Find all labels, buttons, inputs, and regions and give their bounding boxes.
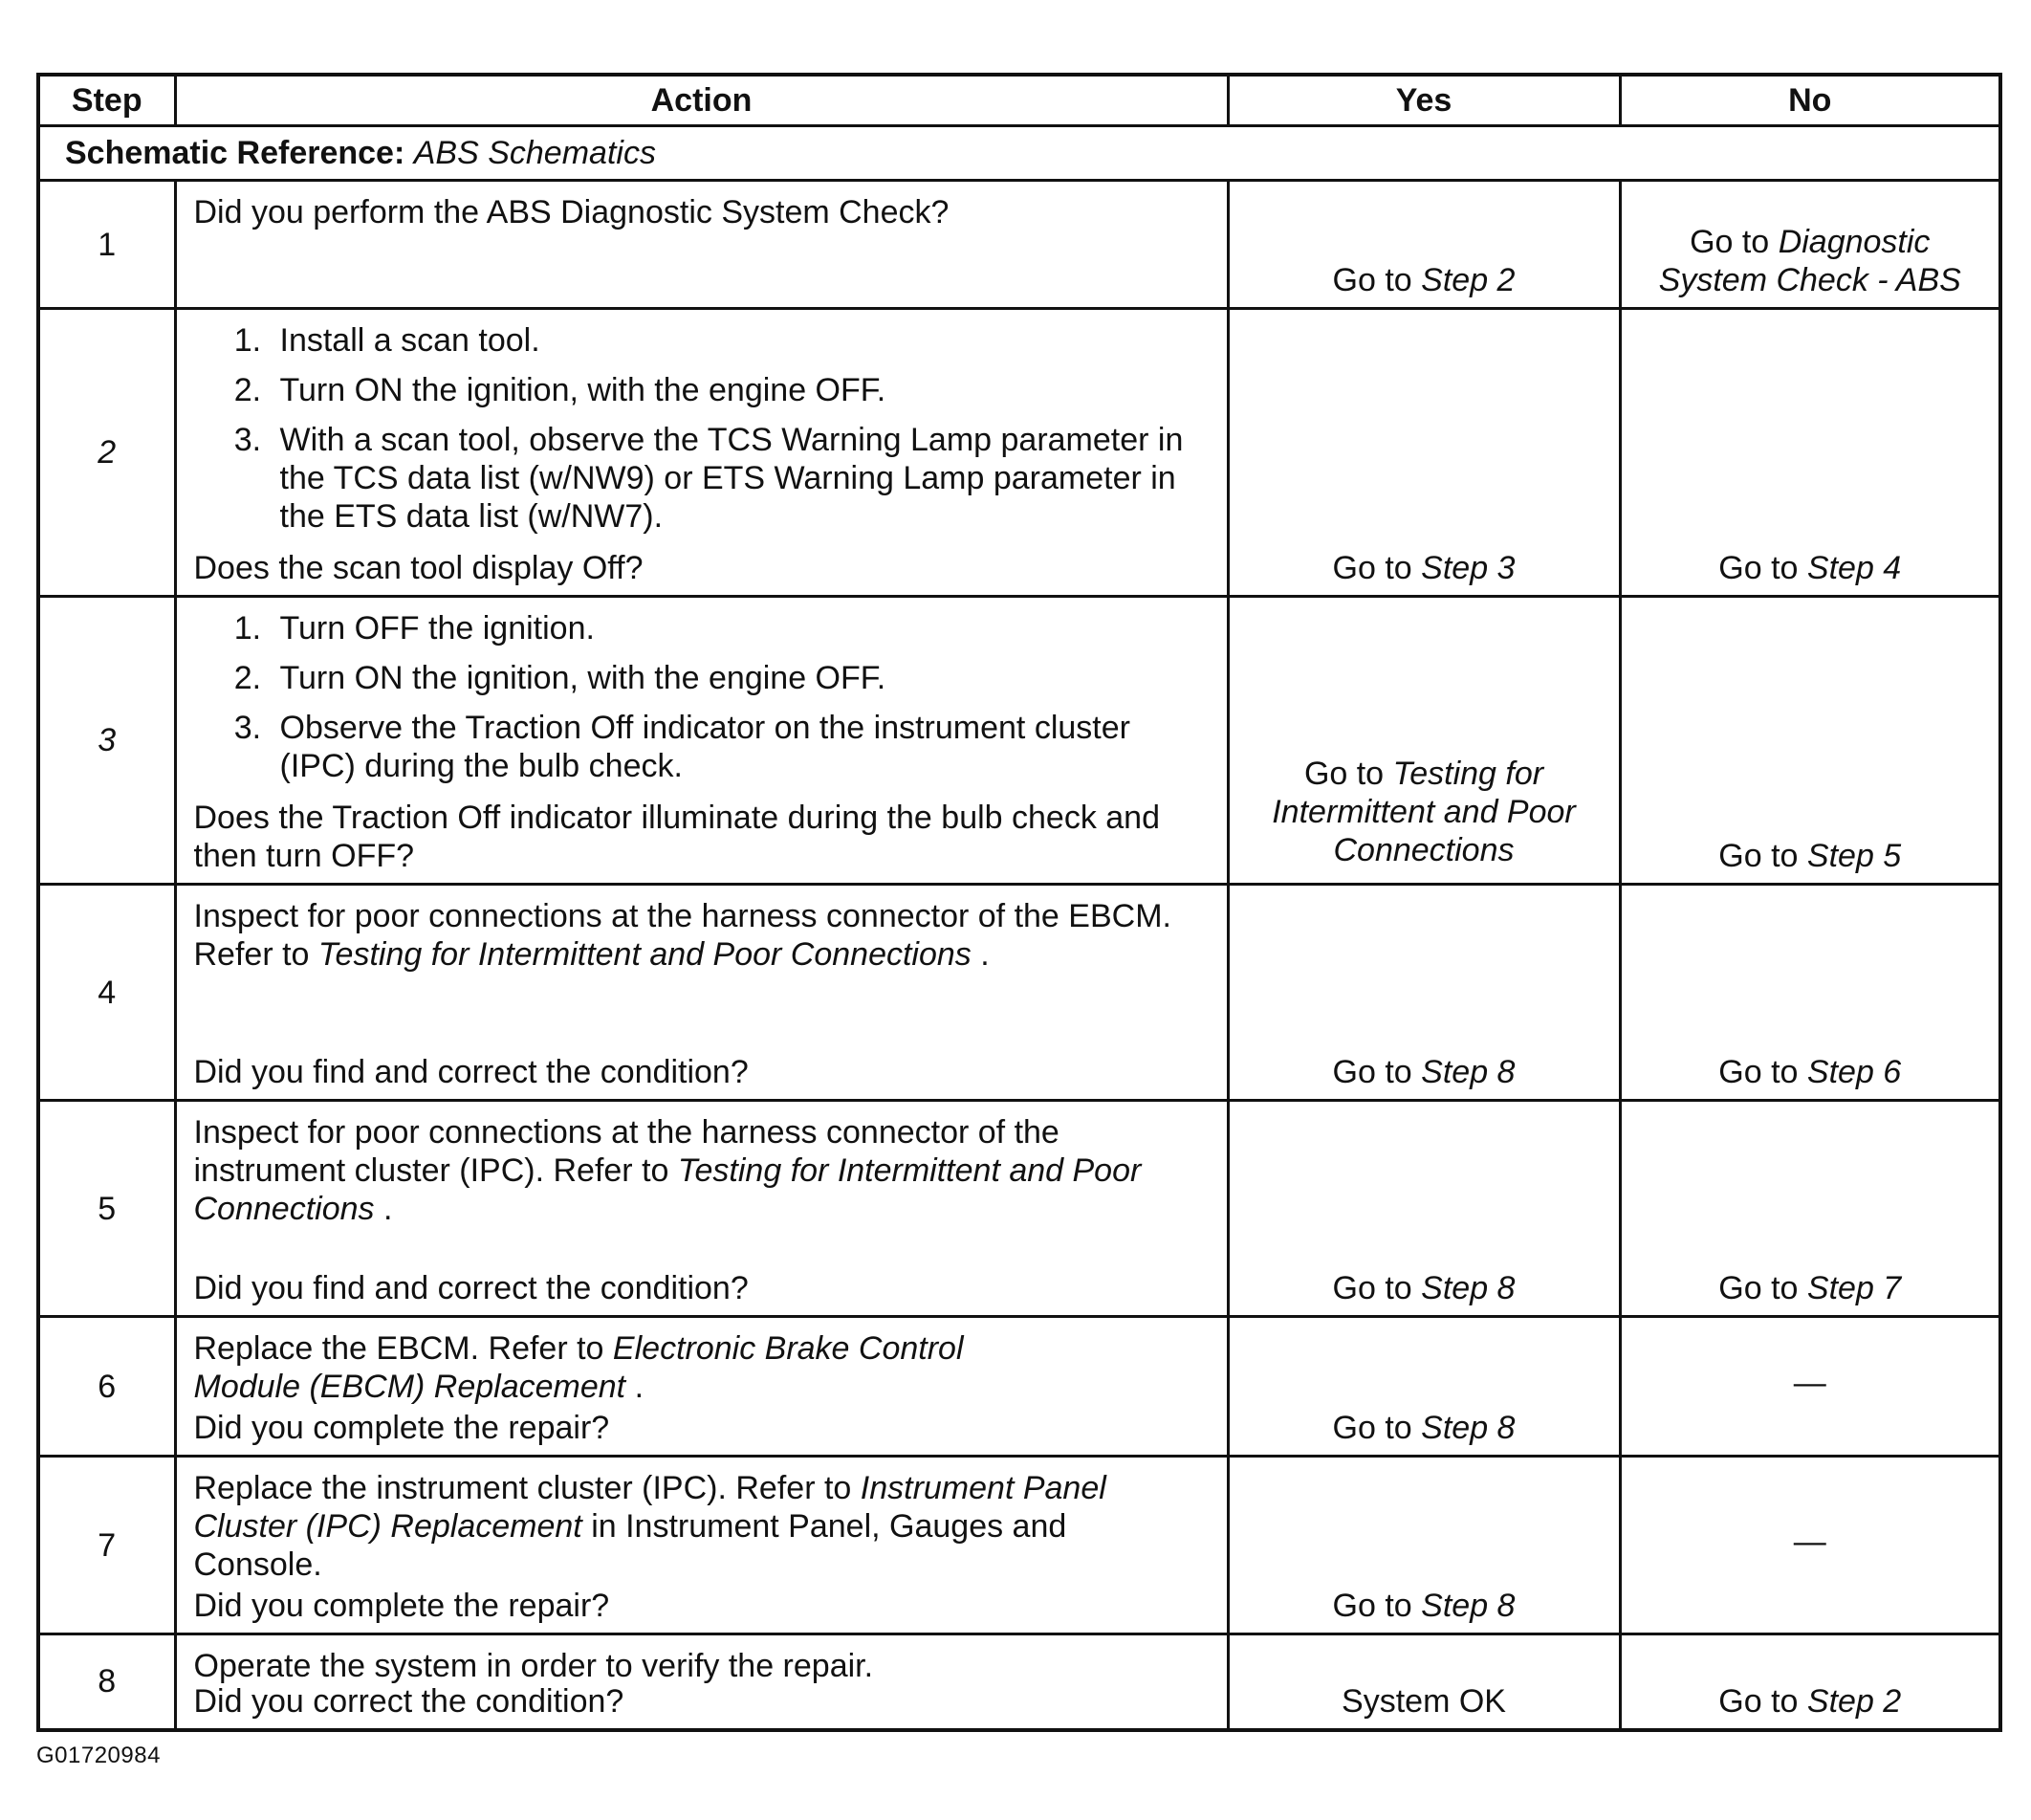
step-number: 1 xyxy=(38,181,175,309)
instruction-plain: Inspect for poor connections at the harness connector of the EBCM. Refer to xyxy=(193,898,1171,973)
question-text: Did you find and correct the condition? xyxy=(193,1270,749,1306)
instruction-text xyxy=(194,1469,1213,1584)
action-cell xyxy=(175,309,1228,597)
step-number: 2 xyxy=(38,309,175,597)
instruction-after: in Instrument Panel, Gauges and Console. xyxy=(193,1508,1067,1583)
yes-prefix: Go to xyxy=(1332,262,1412,298)
no-cell xyxy=(1620,1101,2000,1317)
yes-link[interactable]: Step 2 xyxy=(1421,262,1516,298)
no-link[interactable]: Step 6 xyxy=(1806,1054,1902,1090)
table-row xyxy=(38,885,2000,1101)
substep-item: 2. Turn ON the ignition, with the engine OFF. xyxy=(271,659,1213,697)
no-cell xyxy=(1620,1457,2000,1634)
yes-cell xyxy=(1228,1317,1620,1457)
instruction-reference[interactable]: Electronic Brake Control Module (EBCM) Replacement xyxy=(193,1330,964,1405)
no-cell xyxy=(1620,1634,2000,1730)
schematic-reference-link[interactable]: ABS Schematics xyxy=(413,135,656,171)
substep-item: 2. Turn ON the ignition, with the engine OFF. xyxy=(271,371,1213,409)
no-prefix: Go to xyxy=(1718,838,1799,874)
yes-cell xyxy=(1228,181,1620,309)
yes-cell xyxy=(1228,1634,1620,1730)
instruction-reference[interactable]: Testing for Intermittent and Poor Connections xyxy=(193,1152,1142,1227)
yes-prefix: Go to xyxy=(1332,1588,1412,1624)
no-link[interactable]: Step 5 xyxy=(1806,838,1902,874)
instruction-text xyxy=(194,1329,1213,1406)
no-cell xyxy=(1620,597,2000,885)
instruction-after: . xyxy=(374,1191,393,1227)
substep-list xyxy=(194,609,1213,785)
substep-item: 3. Observe the Traction Off indicator on the instrument cluster (IPC) during the bulb check. xyxy=(271,709,1213,785)
yes-prefix: Go to xyxy=(1332,550,1412,586)
question-text: Did you correct the condition? xyxy=(193,1682,624,1720)
step-number: 3 xyxy=(38,597,175,885)
yes-link[interactable]: Step 8 xyxy=(1421,1588,1516,1624)
header-yes: Yes xyxy=(1228,75,1620,126)
step-number: 4 xyxy=(38,885,175,1101)
yes-link[interactable]: Testing for Intermittent and Poor Connections xyxy=(1272,756,1576,868)
diagnostic-table xyxy=(36,73,2002,1732)
table-row xyxy=(38,1634,2000,1730)
yes-cell xyxy=(1228,309,1620,597)
no-dash: — xyxy=(1793,1523,1826,1560)
table-row xyxy=(38,309,2000,597)
question-text: Did you perform the ABS Diagnostic System Check? xyxy=(193,194,950,230)
no-link[interactable]: Step 2 xyxy=(1806,1682,1902,1720)
action-cell xyxy=(175,181,1228,309)
instruction-plain: Replace the EBCM. Refer to xyxy=(193,1330,613,1367)
substep-item: 1. Install a scan tool. xyxy=(271,321,1213,360)
question-text: Does the Traction Off indicator illuminate during the bulb check and then turn OFF? xyxy=(193,800,1161,874)
no-prefix: Go to xyxy=(1718,1682,1799,1720)
step-number: 6 xyxy=(38,1317,175,1457)
figure-code: G01720984 xyxy=(36,1743,161,1768)
step-number: 5 xyxy=(38,1101,175,1317)
no-prefix: Go to xyxy=(1690,224,1770,260)
substep-list xyxy=(194,321,1213,536)
no-prefix: Go to xyxy=(1718,1270,1799,1306)
question-text: Did you complete the repair? xyxy=(193,1410,610,1446)
yes-cell xyxy=(1228,1101,1620,1317)
action-cell xyxy=(175,1101,1228,1317)
yes-prefix: Go to xyxy=(1303,756,1385,792)
header-no: No xyxy=(1620,75,2000,126)
yes-cell xyxy=(1228,1457,1620,1634)
action-cell xyxy=(175,1634,1228,1730)
no-link[interactable]: Step 7 xyxy=(1806,1270,1902,1306)
instruction-plain: Inspect for poor connections at the harness connector of the instrument cluster (IPC). Refer to xyxy=(193,1114,1059,1189)
action-cell xyxy=(175,1317,1228,1457)
no-cell xyxy=(1620,309,2000,597)
instruction-text: Operate the system in order to verify the repair. xyxy=(193,1648,874,1684)
table-row xyxy=(38,181,2000,309)
schematic-reference-row xyxy=(38,126,2000,181)
action-cell xyxy=(175,1457,1228,1634)
no-dash: — xyxy=(1793,1364,1826,1401)
yes-prefix: Go to xyxy=(1332,1270,1412,1306)
header-row xyxy=(38,75,2000,126)
schematic-reference xyxy=(38,126,2000,181)
yes-link[interactable]: Step 3 xyxy=(1421,550,1516,586)
yes-link[interactable]: Step 8 xyxy=(1421,1410,1516,1446)
yes-prefix: Go to xyxy=(1332,1410,1412,1446)
table-row xyxy=(38,597,2000,885)
instruction-text xyxy=(194,1113,1213,1228)
substep-item: 1. Turn OFF the ignition. xyxy=(271,609,1213,647)
instruction-plain: Replace the instrument cluster (IPC). Refer to xyxy=(193,1470,861,1506)
yes-cell xyxy=(1228,885,1620,1101)
no-link[interactable]: Step 4 xyxy=(1806,550,1902,586)
instruction-after: . xyxy=(971,936,990,973)
action-cell xyxy=(175,885,1228,1101)
instruction-reference[interactable]: Instrument Panel Cluster (IPC) Replacement xyxy=(193,1470,1106,1545)
table-row xyxy=(38,1457,2000,1634)
substep-item: 3. With a scan tool, observe the TCS Warning Lamp parameter in the TCS data list (w/NW9) or ETS Warning Lamp parameter in the ETS data list (w/NW7). xyxy=(271,421,1213,536)
table-row xyxy=(38,1101,2000,1317)
question-text: Did you find and correct the condition? xyxy=(193,1054,749,1090)
yes-result: System OK xyxy=(1342,1682,1506,1720)
yes-prefix: Go to xyxy=(1332,1054,1412,1090)
header-step: Step xyxy=(38,75,175,126)
no-prefix: Go to xyxy=(1718,550,1799,586)
step-number: 7 xyxy=(38,1457,175,1634)
yes-link[interactable]: Step 8 xyxy=(1421,1270,1516,1306)
table-row xyxy=(38,1317,2000,1457)
instruction-text xyxy=(194,897,1213,974)
yes-cell xyxy=(1228,597,1620,885)
question-text: Did you complete the repair? xyxy=(193,1588,610,1624)
step-number: 8 xyxy=(38,1634,175,1730)
question-text: Does the scan tool display Off? xyxy=(193,550,644,586)
no-cell xyxy=(1620,1317,2000,1457)
yes-link[interactable]: Step 8 xyxy=(1421,1054,1516,1090)
schematic-reference-label: Schematic Reference: xyxy=(65,135,405,171)
no-prefix: Go to xyxy=(1718,1054,1799,1090)
no-link[interactable]: Diagnostic System Check - ABS xyxy=(1658,224,1961,298)
action-cell xyxy=(175,597,1228,885)
header-action: Action xyxy=(175,75,1228,126)
no-cell xyxy=(1620,181,2000,309)
instruction-after: . xyxy=(625,1369,644,1405)
no-cell xyxy=(1620,885,2000,1101)
instruction-reference[interactable]: Testing for Intermittent and Poor Connections xyxy=(317,936,972,973)
